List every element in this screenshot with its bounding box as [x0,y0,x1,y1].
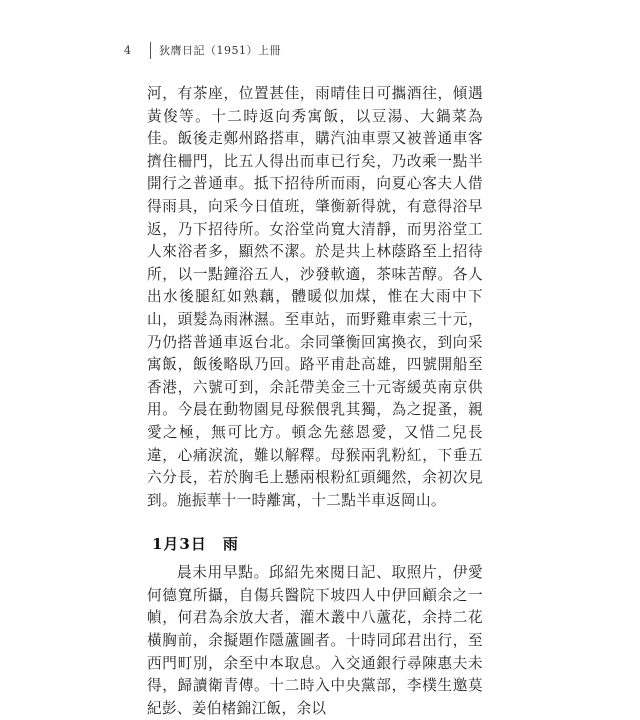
header-divider [150,42,151,59]
date-heading: 1月3日 雨 [152,535,239,554]
diary-paragraph-2: 晨未用早點。邱紹先來閱日記、取照片，伊愛何德寬所攝，自傷兵醫院下坡四人中伊回顧余之一幀，何君為余放大者，灌木叢中八蘆花，余持二花橫胸前，余擬題作隱蘆圖者。十時同邱君出行，至西門町別，余至中本取息。入交通銀行尋陳惠夫未得，歸讀衛青傳。十二時入中央黨部，李樸生邀莫紀彭、姜伯楮錦江飯，余以 [147,564,483,717]
diary-paragraph-1: 河，有茶座，位置甚佳，雨晴佳日可攜酒往，傾遇黃俊等。十二時返向秀寓飯，以豆湯、大鍋菜為佳。飯後走鄭州路搭車，購汽油車票又被普通車客擠住柵門，比五人得出而車已行矣，乃改乘一點半開行之普通車。抵下招待所而雨，向夏心客夫人借得雨具，向采今日值班，肇衡新得就，有意得浴早返，乃下招待所。女浴堂尚寬大清靜，而男浴堂工人來浴者多，顯然不潔。於是共上林蔭路至上招待所，以一點鐘浴五人，沙發軟適，茶味苦醇。各人出水後腿紅如熟藕，體暖似加煤，惟在大雨中下山，頭髮為雨淋濕。至車站，而野雞車索三十元，乃仍搭普通車返台北。余同肇衡回寓換衣，到向采寓飯，飯後略臥乃回。路平甫赴高雄，四號開船至香港，六號可到，余託帶美金三十元寄緩英南京供用。今晨在動物園見母猴偎乳其獨，為之捉蚤，親愛之極，無可比方。頓念先慈恩愛，又惜二兒長違，心痛淚流，難以解釋。母猴兩乳粉紅，下垂五六分長，若於胸毛上懸兩根粉紅頭繩然，余初次見到。施振華十一時離寓，十二點半車返岡山。 [147,85,483,509]
running-header [124,40,281,60]
page-number: 4 [124,43,131,57]
running-title: 狄膺日記（1951）上冊 [159,44,281,57]
diary-body [147,83,483,720]
